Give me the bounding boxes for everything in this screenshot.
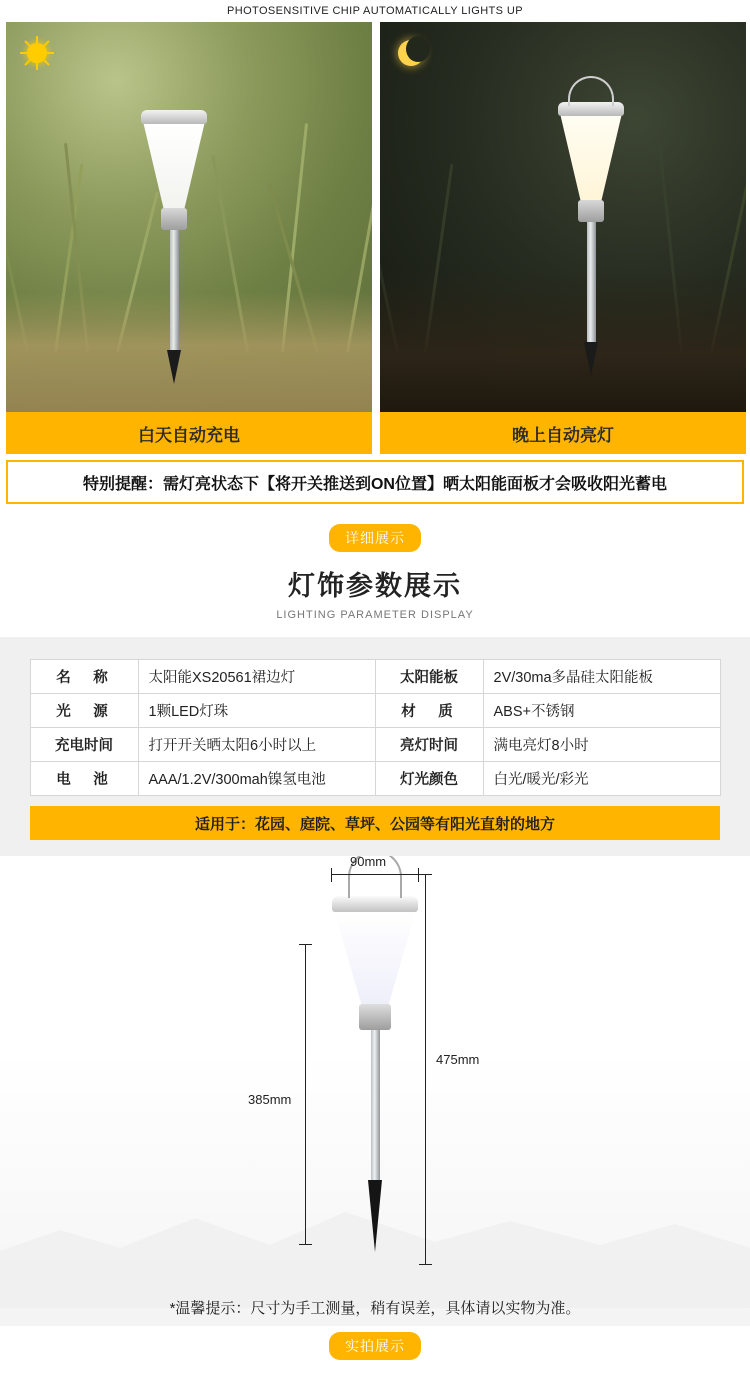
total-height-tick-top (419, 874, 432, 875)
spec-value: ABS+不锈钢 (483, 694, 720, 728)
total-height-dim-label: 475mm (436, 1052, 480, 1067)
width-dim-tick-right (418, 868, 419, 882)
special-notice: 特别提醒：需灯亮状态下【将开关推送到ON位置】晒太阳能面板才会吸收阳光蓄电 (6, 460, 744, 504)
spec-table (30, 659, 721, 796)
width-dim-tick-left (331, 868, 332, 882)
width-dim-line (331, 874, 419, 875)
lamp-height-tick-bottom (299, 1244, 312, 1245)
lamp-height-tick-top (299, 944, 312, 945)
width-dim-label: 90mm (350, 856, 387, 869)
spec-value: 打开开关晒太阳6小时以上 (138, 728, 375, 762)
spec-value: 1颗LED灯珠 (138, 694, 375, 728)
table-row (30, 660, 720, 694)
spec-key: 电 池 (30, 762, 138, 796)
section-subtitle: LIGHTING PARAMETER DISPLAY (276, 609, 474, 621)
spec-key: 材 质 (375, 694, 483, 728)
apply-bar: 适用于：花园、庭院、草坪、公园等有阳光直射的地方 (30, 806, 720, 840)
lamp-height-dim-label: 385mm (248, 1092, 292, 1107)
lamp-dimension-illustration (332, 896, 418, 1252)
table-row (30, 728, 720, 762)
dimension-figure (0, 856, 750, 1326)
section-title: 灯饰参数展示 (288, 571, 462, 601)
caption-bar-day: 白天自动充电 (6, 412, 372, 454)
caption-bar-night: 晚上自动亮灯 (380, 412, 746, 454)
top-caption: PHOTOSENSITIVE CHIP AUTOMATICALLY LIGHTS UP (0, 0, 750, 22)
spec-value: 满电亮灯8小时 (483, 728, 720, 762)
spec-value: 白光/暖光/彩光 (483, 762, 720, 796)
photo-daytime (6, 22, 372, 412)
spec-key: 名 称 (30, 660, 138, 694)
lamp-illustration-day (141, 110, 207, 384)
moon-icon (394, 36, 428, 70)
photo-col-day (6, 22, 372, 454)
measurement-tip: *温馨提示：尺寸为手工测量，稍有误差，具体请以实物为准。 (169, 1300, 581, 1317)
bottom-pill: 实拍展示 (329, 1332, 421, 1360)
total-height-tick-bottom (419, 1264, 432, 1265)
total-height-dim-line (425, 874, 426, 1264)
section-header (0, 504, 750, 637)
sun-icon (20, 36, 54, 70)
bottom-section-header (0, 1326, 750, 1370)
spec-value: AAA/1.2V/300mah镍氢电池 (138, 762, 375, 796)
spec-key: 光 源 (30, 694, 138, 728)
spec-value: 太阳能XS20561裙边灯 (138, 660, 375, 694)
section-pill: 详细展示 (329, 524, 421, 552)
table-row (30, 762, 720, 796)
lamp-illustration-night (558, 102, 624, 376)
lamp-height-dim-line (305, 944, 306, 1244)
table-row (30, 694, 720, 728)
spec-key: 太阳能板 (375, 660, 483, 694)
photo-row (0, 22, 750, 454)
spec-panel (0, 637, 750, 856)
photo-col-night (380, 22, 746, 454)
spec-key: 灯光颜色 (375, 762, 483, 796)
spec-key: 充电时间 (30, 728, 138, 762)
photo-night (380, 22, 746, 412)
spec-value: 2V/30ma多晶硅太阳能板 (483, 660, 720, 694)
spec-key: 亮灯时间 (375, 728, 483, 762)
